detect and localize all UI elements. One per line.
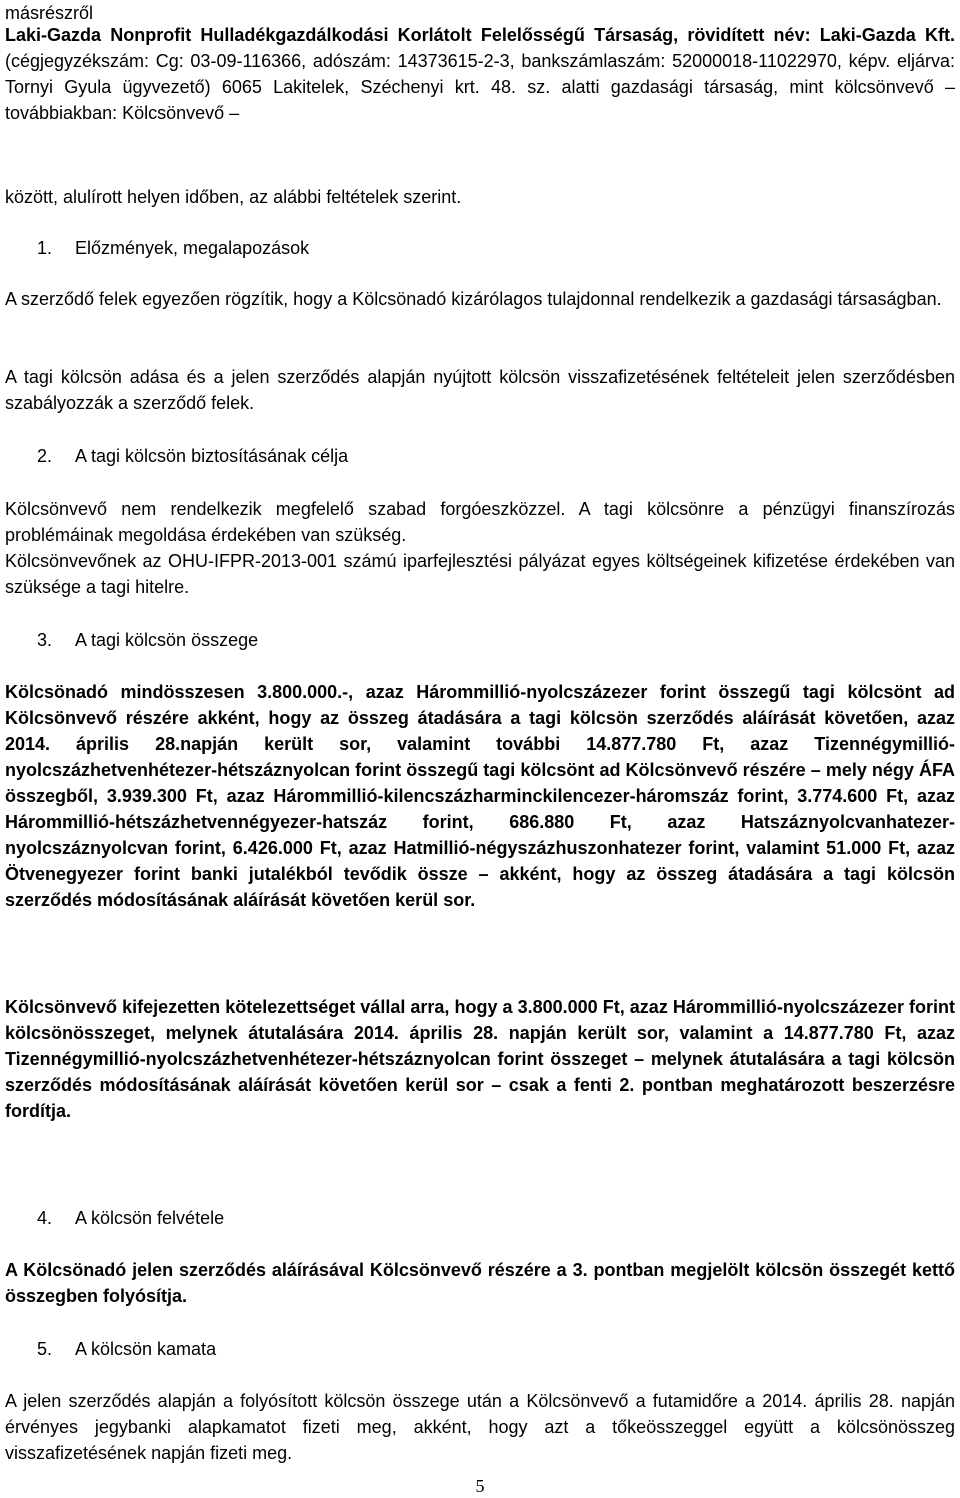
- section-5-title: A kölcsön kamata: [75, 1339, 217, 1359]
- section-5-paragraph-1: A jelen szerződés alapján a folyósított kölcsön összege után a Kölcsönvevő a futamidőre a 2014. április 28. napján érvényes jegybanki alapkamatot fizeti meg, akként, hogy azt a tőkeösszeggel együtt a kölcsönösszeg visszafizetésének napján fizeti meg.: [5, 1391, 955, 1463]
- section-2-heading: [5, 443, 955, 469]
- section-1-paragraph-2: A tagi kölcsön adása és a jelen szerződés alapján nyújtott kölcsön visszafizetésének feltételeit jelen szerződésben szabályozzák a szerződő felek.: [5, 367, 955, 413]
- party-name: Laki-Gazda Nonprofit Hulladékgazdálkodási Korlátolt Felelősségű Társaság, rövidített név: Laki-Gazda Kft.: [5, 25, 955, 45]
- section-1-title: Előzmények, megalapozások: [75, 238, 310, 258]
- party-paragraph: [5, 22, 955, 126]
- section-1-number: 1.: [37, 238, 53, 258]
- intro-prefix: másrészről: [5, 3, 94, 23]
- section-5-heading: [5, 1336, 955, 1362]
- between-line: között, alulírott helyen időben, az alábbi feltételek szerint.: [5, 187, 462, 207]
- section-3-number: 3.: [37, 630, 53, 650]
- section-5-number: 5.: [37, 1339, 53, 1359]
- section-2-number: 2.: [37, 446, 53, 466]
- section-1-paragraph-1: A szerződő felek egyezően rögzítik, hogy a Kölcsönadó kizárólagos tulajdonnal rendelkezik a gazdasági társaságban.: [5, 289, 942, 309]
- section-2-title: A tagi kölcsön biztosításának célja: [75, 446, 349, 466]
- section-3-paragraph-2: Kölcsönvevő kifejezetten kötelezettséget vállal arra, hogy a 3.800.000 Ft, azaz Hárommillió-nyolcszázezer forint kölcsönösszeget, melynek átutalására 2014. április 28. napján került sor, valamint a 14.877.780 Ft, azaz Tizennégymillió-nyolcszázhetvenhétezer-hétszáznyolcan forint összeget – melynek átutalására a tagi kölcsön szerződés módosításának aláírását követően kerül sor – csak a fenti 2. pontban meghatározott beszerzésre fordítja.: [5, 997, 955, 1121]
- section-4-paragraph-1: A Kölcsönadó jelen szerződés aláírásával Kölcsönvevő részére a 3. pontban megjelölt kölcsön összegét kettő összegben folyósítja.: [5, 1260, 955, 1306]
- section-4-number: 4.: [37, 1208, 53, 1228]
- section-3-paragraph-1: Kölcsönadó mindösszesen 3.800.000.-, azaz Hárommillió-nyolcszázezer forint összegű tagi kölcsönt ad Kölcsönvevő részére akként, hogy az összeg átadására a tagi kölcsön szerződés aláírását követően, azaz 2014. április 28.napján került sor, valamint további 14.877.780 Ft, azaz Tizennégymillió-nyolcszázhetvenhétezer-hétszáznyolcan forint összegű tagi kölcsönt ad Kölcsönvevő részére – mely négy ÁFA összegből, 3.939.300 Ft, azaz Hárommillió-kilencszázharminckilencezer-háromszáz forint, 3.774.600 Ft, azaz Hárommillió-hétszázhetvennégyezer-hatszáz forint, 686.880 Ft, azaz Hatszáznyolcvanhatezer-nyolcszáznyolcvan forint, 6.426.000 Ft, azaz Hatmillió-négyszázhuszonhatezer forint, valamint 51.000 Ft, azaz Ötvenegyezer forint banki jutalékból tevődik össze – akként, hogy az összeg átadására a tagi kölcsön szerződés módosításának aláírását követően kerül sor.: [5, 682, 955, 910]
- section-2-paragraph-1: Kölcsönvevő nem rendelkezik megfelelő szabad forgóeszközzel. A tagi kölcsönre a pénzügyi finanszírozás problémáinak megoldása érdekében van szükség.: [5, 499, 955, 545]
- section-4-title: A kölcsön felvétele: [75, 1208, 225, 1228]
- section-3-heading: [5, 627, 955, 653]
- page-number: 5: [475, 1476, 485, 1496]
- section-4-heading: [5, 1205, 955, 1231]
- section-1-heading: [5, 235, 955, 261]
- party-details: (cégjegyzékszám: Cg: 03-09-116366, adószám: 14373615-2-3, bankszámlaszám: 52000018-11022970, képv. eljárva: Tornyi Gyula ügyvezető) 6065 Lakitelek, Széchenyi krt. 48. sz. alatti gazdasági társaság, mint kölcsönvevő – továbbiakban: Kölcsönvevő –: [5, 51, 955, 123]
- section-3-title: A tagi kölcsön összege: [75, 630, 259, 650]
- section-2-paragraph-2: Kölcsönvevőnek az OHU-IFPR-2013-001 számú iparfejlesztési pályázat egyes költségeinek kifizetése érdekében van szüksége a tagi hitelre.: [5, 551, 955, 597]
